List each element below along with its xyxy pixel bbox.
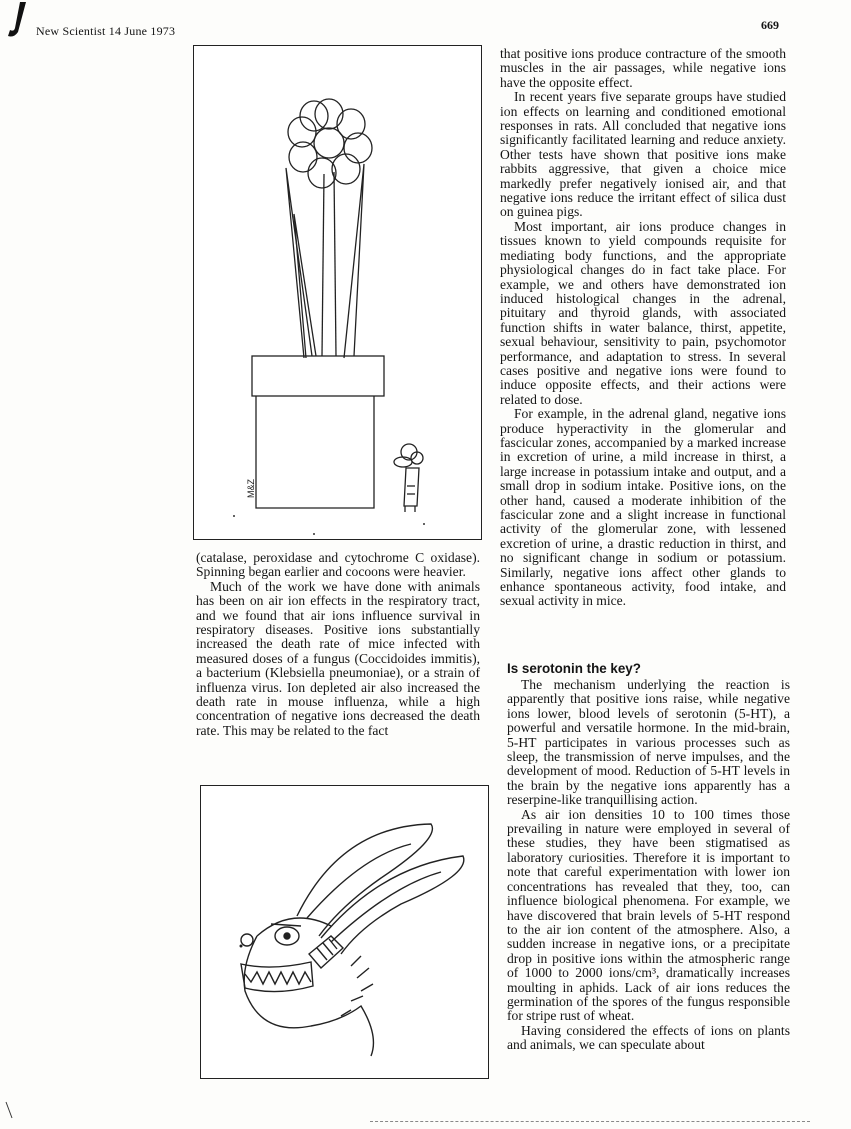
rabbit-cartoon-icon — [201, 786, 488, 1078]
section-subheading: Is serotonin the key? — [507, 661, 641, 676]
page-number: 669 — [761, 18, 779, 32]
margin-mark-icon — [4, 1100, 14, 1120]
body-paragraph: that positive ions produce contracture of the smooth muscles in the air passages, while negative ions have the opposite effect. — [500, 46, 786, 90]
cartoon-signature: M&Z — [246, 479, 256, 498]
body-paragraph: The mechanism underlying the reaction is apparently that positive ions raise, while negative ions lower, blood levels of serotonin (5-HT), a powerful and versatile hormone. In the mid-brain, 5-HT participates in various processes such as sleep, the transmission of nerve impulses, and the development of mood. Reduction of 5-HT levels in the brain by the negative ions apparently has a reserpine-like tranquillising action. — [507, 677, 790, 808]
body-paragraph: As air ion densities 10 to 100 times those prevailing in nature were employed in several of these studies, they have been stigmatised as laboratory curiosities. Therefore it is important to note that careful experimentation with lower ion concentrations has revealed that they, too, can influence biological phenomena. For example, we have discovered that brain levels of 5-HT respond to the air ion content of the atmosphere. Also, a sudden increase in negative ions, or a precipitate drop in positive ions within the atmospheric range of 1000 to 2000 ions/cm³, dramatically increases moulting in aphids. Lack of air ions reduces the germination of the spores of the fungus responsible for stripe rust of wheat. — [507, 806, 790, 1024]
page-header — [0, 18, 851, 42]
publication-line: New Scientist 14 June 1973 — [36, 24, 176, 38]
body-paragraph: Most important, air ions produce changes in tissues known to yield compounds requisite for mediating body functions, and the appropriate physiological changes do in fact take place. For example, we and others have demonstrated ion induced histological changes in the adrenal, pituitary and thyroid glands, with associated function shifts in water balance, thirst, appetite, sexual behaviour, sensitivity to pain, psychomotor performance, and adaptation to stress. In several cases positive and negative ions were found to induce opposite effects, and their actions were related to dose. — [500, 218, 786, 407]
bottom-rule — [370, 1121, 810, 1122]
right-text-column-bottom — [507, 678, 790, 1053]
body-paragraph: Having considered the effects of ions on plants and animals, we can speculate about — [507, 1022, 790, 1053]
flower-pot-cartoon — [193, 45, 482, 540]
flower-pot-cartoon-icon — [194, 46, 481, 539]
corner-mark-icon — [6, 2, 28, 40]
body-paragraph: (catalase, peroxidase and cytochrome C oxidase). Spinning began earlier and cocoons were heavier. — [196, 550, 480, 580]
body-paragraph: Much of the work we have done with animals has been on air ion effects in the respiratory tract, and we found that air ions influence survival in respiratory diseases. Positive ions substantially increased the death rate of mice infected with measured doses of a fungus (Coccidoides immitis), a bacterium (Klebsiella pneumoniae), or a strain of influenza virus. Ion depleted air also increased the death rate in mouse influenza, while a high concentration of negative ions decreased the death rate. This may be related to the fact — [196, 578, 480, 738]
right-text-column-top — [500, 47, 786, 609]
body-paragraph: For example, in the adrenal gland, negative ions produce hyperactivity in the glomerular and fascicular zones, accompanied by a marked increase in excretion of urine, a mild increase in thirst, a large increase in potassium intake and output, and a small drop in sodium intake. Positive ions, on the other hand, caused a moderate inhibition of the fascicular zone and a slight increase in functional activity of the glomerular zone, with lessened excretion of urine, a drastic reduction in thirst, and no significant change in sodium or potassium. Similarly, negative ions affect other glands to enhance spontaneous activity, food intake, and sexual activity in mice. — [500, 406, 786, 609]
left-text-column — [196, 551, 480, 738]
rabbit-cartoon — [200, 785, 489, 1079]
body-paragraph: In recent years five separate groups have studied ion effects on learning and conditioned emotional responses in rats. All concluded that negative ions significantly facilitated learning and reduce anxiety. Other tests have shown that positive ions make rabbits aggressive, that given a choice mice markedly prefer negatively ionised air, and that negative ions reduce the irritant effect of silica dust on guinea pigs. — [500, 89, 786, 220]
